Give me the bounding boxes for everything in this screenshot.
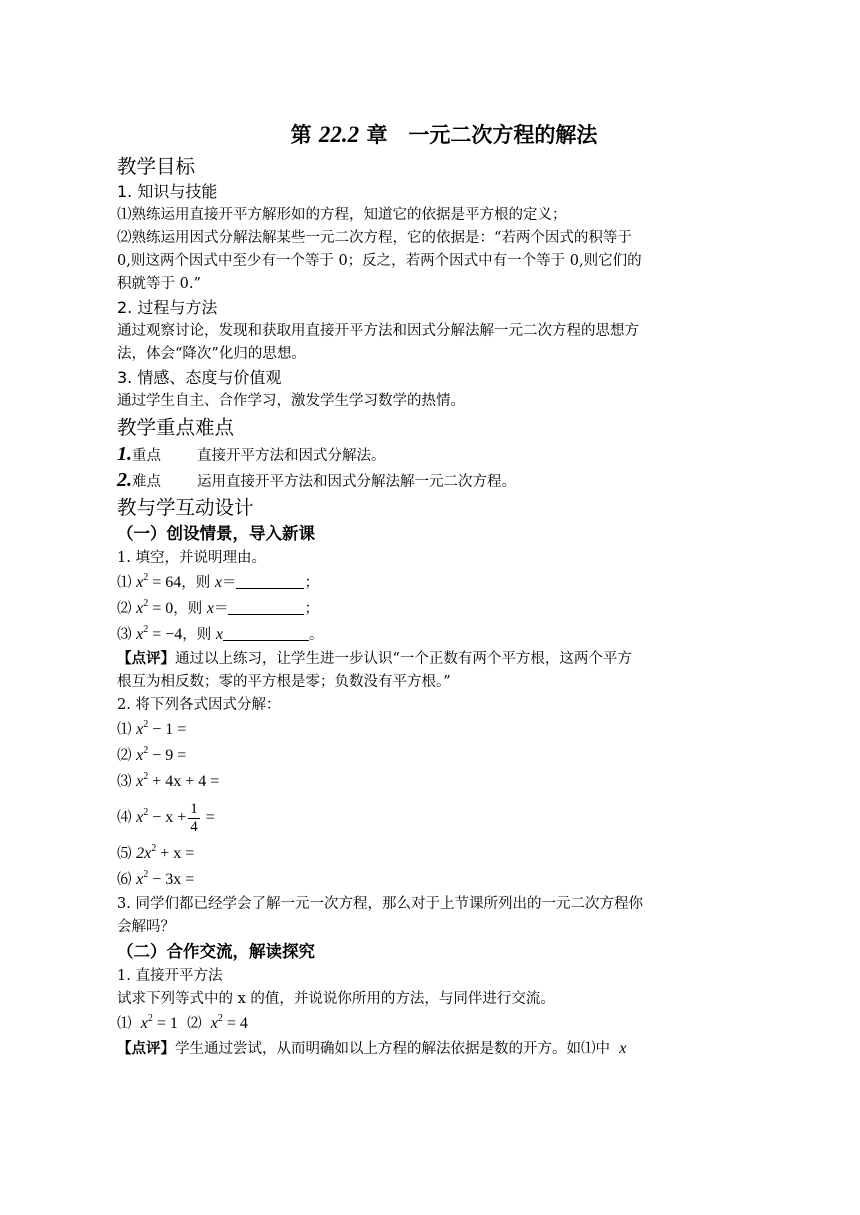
subheading-part1: （一）创设情景，导入新课 [117,524,315,543]
factor-item: ⑶ $x^2 + 4x + 4$ = [117,771,220,790]
paragraph-p1-line2: 法，体会“降次”化归的思想。 [117,346,306,362]
heading-keypoints: 教学重点难点 [117,416,235,439]
method1-text: 试求下列等式中的 x 的值，并说说你所用的方法，与同伴进行交流。 [117,991,555,1007]
fill-blank-item: ⑴ $x^2 = 64$，则 x＝ ； [117,572,319,591]
subheading-knowledge: 1. 知识与技能 [117,182,218,201]
question3-line2: 会解吗？ [117,919,175,935]
paragraph-k2-line1: ⑵熟练运用因式分解法解某些一元二次方程，它的依据是：“若两个因式的积等于 [117,230,632,246]
chapter-number: 22.2 [318,122,360,147]
fraction: $\frac{1}{4}$ [190,800,198,835]
method1-equations: ⑴ $x^2 = 1$ ⑵ $x^2 = 4$ [117,1013,248,1032]
subheading-process: 2. 过程与方法 [117,298,218,317]
comment1-line2: 根互为相反数；零的平方根是零；负数没有平方根。” [117,674,451,690]
factor-item: ⑴ $x^2 - 1$ = [117,719,187,738]
page-title: 第 22.2 章 一元二次方程的解法 [290,122,598,147]
heading-design: 教与学互动设计 [117,496,254,519]
method1-heading: 1. 直接开平方法 [117,968,223,984]
comment-tag: 【点评】 [117,1041,175,1057]
answer-blank[interactable] [223,624,309,641]
question3-line1: 3. 同学们都已经学会了解一元一次方程，那么对于上节课所列出的一元二次方程你 [117,896,643,912]
heading-goals: 教学目标 [117,155,196,178]
factor-item: ⑷ $x^2 - x$ + $\frac{1}{4}$ = [117,800,215,835]
factor-item: ⑸ $2x^2 + x$ = [117,843,195,862]
factor-item: ⑵ $x^2 - 9$ = [117,745,187,764]
subheading-part2: （二）合作交流，解读探究 [117,942,315,961]
keypoint-item: 1.重点 直接开平方法和因式分解法。 [117,443,386,465]
comment1-line1: 【点评】通过以上练习，让学生进一步认识“一个正数有两个平方根，这两个平方 [117,651,632,667]
answer-blank[interactable] [228,598,304,615]
keypoint-item: 2.难点 运用直接开平方法和因式分解法解一元二次方程。 [117,469,516,491]
answer-blank[interactable] [236,572,304,589]
subheading-attitude: 3. 情感、态度与价值观 [117,368,282,387]
paragraph-a1: 通过学生自主、合作学习，激发学生学习数学的热情。 [117,393,465,409]
paragraph-k2-line2: 0,则这两个因式中至少有一个等于 0；反之，若两个因式中有一个等于 0,则它们的 [117,253,642,269]
comment-tag: 【点评】 [117,651,175,667]
document-body [117,118,757,1061]
question1-intro: 1. 填空，并说明理由。 [117,550,266,566]
paragraph-k2-line3: 积就等于 0.” [117,276,201,292]
fill-blank-item: ⑵ $x^2 = 0$，则 x＝ ； [117,598,319,617]
paragraph-k1: ⑴熟练运用直接开平方解形如的方程，知道它的依据是平方根的定义； [117,207,567,223]
fill-blank-item: ⑶ $x^2 = -4$，则 x 。 [117,624,324,643]
paragraph-p1-line1: 通过观察讨论，发现和获取用直接开平方法和因式分解法解一元二次方程的思想方 [117,323,639,339]
factor-item: ⑹ $x^2 - 3x$ = [117,869,195,888]
question2-intro: 2. 将下列各式因式分解： [117,697,281,713]
comment2: 【点评】学生通过尝试，从而明确如以上方程的解法依据是数的开方。如⑴中 x [117,1040,627,1057]
